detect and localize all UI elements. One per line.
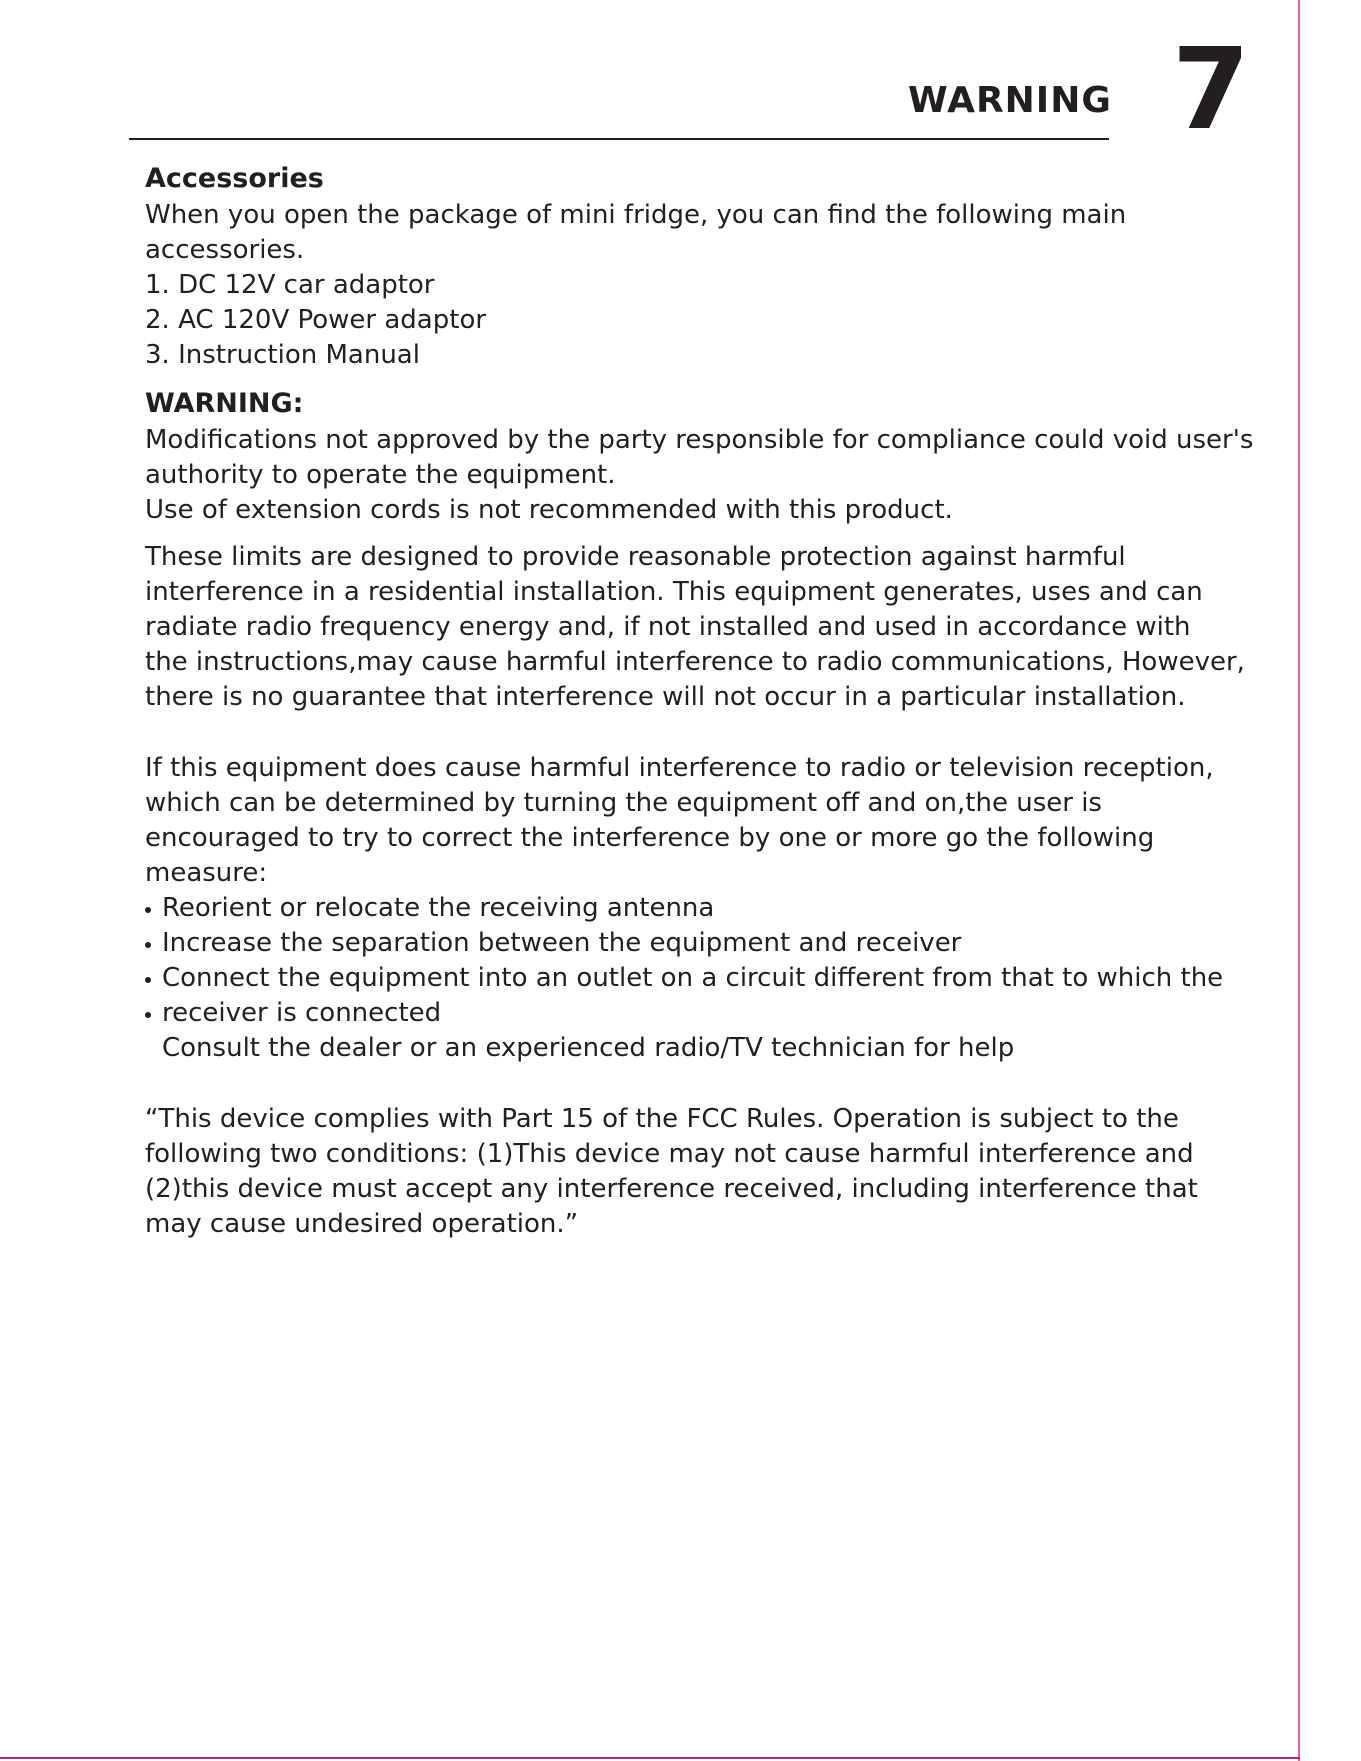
limits-line: interference in a residential installation. This equipment generates, uses and can: [145, 577, 1203, 607]
accessory-item: 3. Instruction Manual: [145, 340, 420, 370]
accessory-item: 2. AC 120V Power adaptor: [145, 305, 487, 335]
warning-line: Use of extension cords is not recommended with this product.: [145, 495, 953, 525]
limits-line: the instructions,may cause harmful interference to radio communications, However,: [145, 647, 1245, 677]
measure-item: [145, 961, 1255, 996]
measure-text: Reorient or relocate the receiving antenna: [162, 893, 715, 923]
fcc-line: following two conditions: (1)This device may not cause harmful interference and: [145, 1139, 1194, 1169]
warning-heading: WARNING:: [145, 388, 304, 419]
measure-text: Consult the dealer or an experienced radio/TV technician for help: [162, 1033, 1015, 1063]
measure-text: Connect the equipment into an outlet on a circuit different from that to which the: [162, 963, 1224, 993]
accessories-heading: Accessories: [145, 163, 324, 194]
accessories-section: [145, 160, 1255, 373]
measure-item: [145, 926, 1255, 961]
interference-line: encouraged to try to correct the interference by one or more go the following: [145, 823, 1155, 853]
warning-section: [145, 385, 1255, 528]
accessories-intro-line: accessories.: [145, 235, 305, 265]
interference-line: which can be determined by turning the equipment off and on,the user is: [145, 788, 1102, 818]
interference-paragraph: [145, 751, 1255, 1066]
page-number: 7: [1172, 25, 1250, 155]
measure-text: receiver is connected: [162, 998, 442, 1028]
page-content: [145, 160, 1255, 1242]
limits-line: radiate radio frequency energy and, if not installed and used in accordance with: [145, 612, 1191, 642]
warning-line: Modifications not approved by the party responsible for compliance could void user's: [145, 425, 1254, 455]
measure-item: [145, 891, 1255, 926]
fcc-line: (2)this device must accept any interference received, including interference that: [145, 1174, 1198, 1204]
fcc-line: may cause undesired operation.”: [145, 1209, 579, 1239]
limits-line: there is no guarantee that interference will not occur in a particular installation.: [145, 682, 1186, 712]
interference-line: If this equipment does cause harmful interference to radio or television reception,: [145, 753, 1214, 783]
bullet-dot-icon: [145, 942, 151, 948]
fcc-line: “This device complies with Part 15 of the FCC Rules. Operation is subject to the: [145, 1104, 1179, 1134]
page-trim-line-right: [1298, 0, 1300, 1761]
page-trim-line-bottom: [0, 1757, 1300, 1759]
bullet-dot-icon: [145, 1012, 151, 1018]
measure-text: Increase the separation between the equipment and receiver: [162, 928, 962, 958]
bullet-dot-icon: [145, 907, 151, 913]
header-rule: [129, 138, 1109, 140]
warning-line: authority to operate the equipment.: [145, 460, 616, 490]
accessories-intro-line: When you open the package of mini fridge, you can find the following main: [145, 200, 1127, 230]
accessory-item: 1. DC 12V car adaptor: [145, 270, 435, 300]
fcc-statement: [145, 1102, 1255, 1242]
bullet-dot-icon: [145, 977, 151, 983]
measure-item: [145, 996, 1255, 1031]
limits-line: These limits are designed to provide reasonable protection against harmful: [145, 542, 1126, 572]
interference-line: measure:: [145, 858, 268, 888]
limits-paragraph: [145, 540, 1255, 715]
measures-list: [145, 891, 1255, 1066]
measure-item: [145, 1031, 1255, 1066]
header-title: WARNING: [908, 80, 1112, 121]
